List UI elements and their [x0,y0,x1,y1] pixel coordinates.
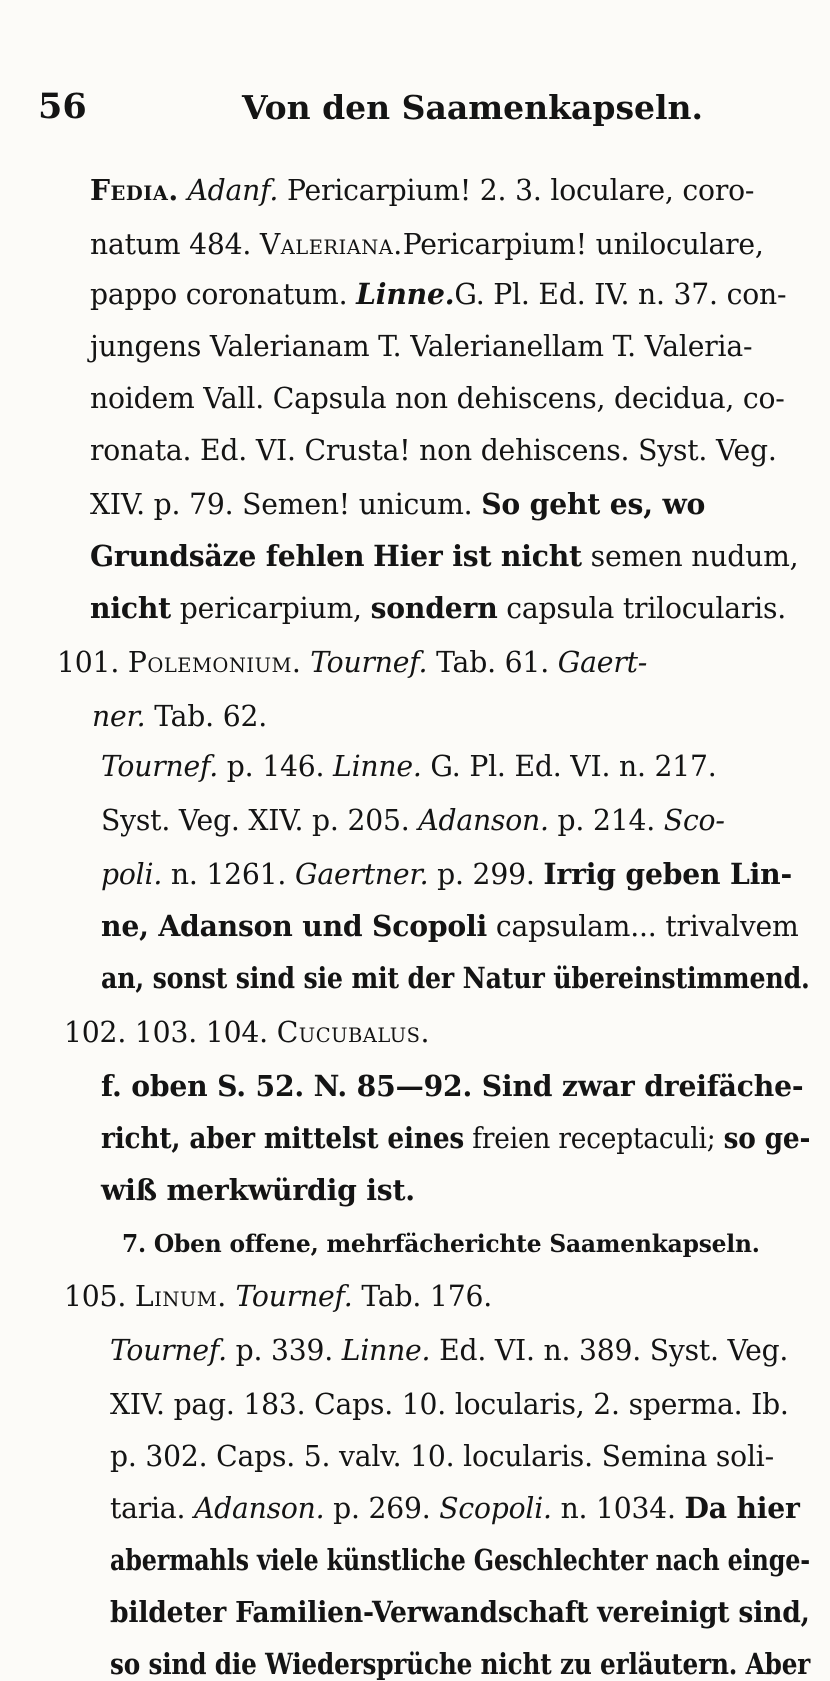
text-segment: Irrig geben Lin- [543,857,792,891]
text-segment: wiß merkwürdig ist. [101,1173,415,1207]
text-segment: Pericarpium! 2. 3. loculare, coro- [278,173,755,207]
text-segment: pericarpium, [171,591,371,625]
text-segment: Grundsäze fehlen [90,539,365,573]
text-segment: Sco- [663,803,725,837]
text-line [90,539,810,573]
text-segment: XIV. pag. 183. Caps. 10. locularis, 2. sperma. Ib. [110,1387,789,1421]
text-segment: 105. [64,1279,135,1313]
text-segment: Linne. [341,1333,431,1367]
running-title: Von den Saamenkapseln. [242,88,704,127]
text-segment: Polemonium. [127,645,302,679]
text-line [90,227,810,261]
text-segment: richt, aber mittelst eines [101,1121,465,1155]
text-segment: Tab. 62. [145,699,268,733]
text-segment: p. 146. [218,749,334,783]
text-segment: Tournef. [110,1333,227,1367]
text-segment: Linum. [134,1279,227,1313]
text-segment [301,645,310,679]
text-segment: ne, Adanson und Scopoli [101,909,488,943]
text-segment: p. 299. [428,857,544,891]
text-line [110,1647,811,1681]
text-segment: taria. [110,1491,195,1525]
text-line [110,1491,810,1525]
text-line [90,433,810,467]
text-line [57,645,810,679]
text-segment: Hier ist nicht [373,539,582,573]
text-segment: bildeter Familien-Verwandschaft vereinigt sind, [110,1595,810,1629]
text-line [90,277,810,311]
text-segment: so ge- [723,1121,811,1155]
text-segment: so sind die Wiedersprüche nicht zu erläutern. Aber [110,1647,811,1681]
text-segment: an, sonst sind sie mit der Natur übereinstimmend. [101,961,810,995]
text-line [64,1015,810,1049]
text-segment: Linne. [356,277,455,311]
text-segment: p. 339. [226,1333,342,1367]
text-segment: Scopoli. [439,1491,552,1525]
text-segment: Cucubalus. [276,1015,430,1049]
text-segment: Tab. 61. [427,645,558,679]
text-line [101,749,810,783]
text-segment: sondern [370,591,498,625]
text-segment: Gaert- [557,645,648,679]
text-segment: capsula trilocularis. [497,591,787,625]
text-line [101,1121,811,1155]
text-segment: 102. 103. 104. [64,1015,277,1049]
text-segment: Gaertner. [294,857,429,891]
text-line [101,803,810,837]
text-line [90,173,810,207]
text-line [90,591,810,625]
text-segment: Adanson. [194,1491,325,1525]
text-segment: p. 302. Caps. 5. valv. 10. locularis. Semina soli- [110,1439,774,1473]
text-line [90,381,810,415]
text-segment: abermahls viele künstliche Geschlechter nach einge- [110,1543,810,1577]
text-segment: ronata. Ed. VI. Crusta! non dehiscens. Syst. Veg. [90,433,777,467]
text-segment: freien receptaculi; [464,1121,724,1155]
text-segment: Tournef. [235,1279,353,1313]
text-segment: pappo coronatum. [90,277,357,311]
text-segment: Tournef. [310,645,428,679]
text-line [110,1387,810,1421]
text-segment: jungens Valerianam T. Valerianellam T. Valeria- [90,329,753,363]
text-segment: f. oben S. 52. N. 85—92. [101,1069,482,1103]
text-segment: 101. [57,645,128,679]
text-segment: p. 214. [548,803,664,837]
text-segment [179,173,188,207]
text-segment: Adanson. [418,803,549,837]
text-segment: Fedia. [90,173,179,207]
text-segment: 7. Oben offene, mehrfächerichte Saamenkapseln. [122,1229,760,1258]
text-line [90,487,810,521]
text-segment: p. 269. [324,1491,440,1525]
text-line [110,1595,810,1629]
text-segment: So geht es, wo [481,487,706,521]
text-segment: semen nudum, [581,539,799,573]
text-line [90,329,810,363]
text-line [110,1543,810,1577]
text-segment: nicht [90,591,172,625]
text-segment: natum 484. [90,227,260,261]
text-segment: XIV. p. 79. Semen! unicum. [90,487,482,521]
text-segment: Valeriana. [259,227,403,261]
text-segment [227,1279,236,1313]
text-segment: Da hier [684,1491,800,1525]
text-segment: Tournef. [101,749,219,783]
text-line [64,1279,810,1313]
text-line [122,1228,810,1257]
text-segment: Tab. 176. [352,1279,493,1313]
text-segment: Pericarpium! uniloculare, [402,227,764,261]
text-line [101,1069,810,1103]
text-line [101,909,810,943]
text-segment: n. 1261. [162,857,295,891]
text-segment: G. Pl. Ed. IV. n. 37. con- [454,277,787,311]
text-segment: n. 1034. [551,1491,685,1525]
text-segment: G. Pl. Ed. VI. n. 217. [421,749,717,783]
text-segment: Syst. Veg. XIV. p. 205. [101,803,419,837]
text-line [110,1439,810,1473]
text-line [101,857,810,891]
text-segment [364,539,373,573]
text-line [101,961,810,995]
text-segment: Linne. [333,749,422,783]
page-number: 56 [38,86,87,127]
text-line [92,699,810,733]
text-segment: capsulam... trivalvem [487,909,799,943]
text-segment: poli. [101,857,163,891]
text-segment: ner. [92,699,146,733]
text-segment: Sind zwar dreifäche- [481,1069,804,1103]
text-segment: noidem Vall. Capsula non dehiscens, decidua, co- [90,381,785,415]
text-line [110,1333,810,1367]
text-line [101,1173,810,1207]
text-segment: Ed. VI. n. 389. Syst. Veg. [430,1333,789,1367]
text-segment: Adanf. [187,173,279,207]
